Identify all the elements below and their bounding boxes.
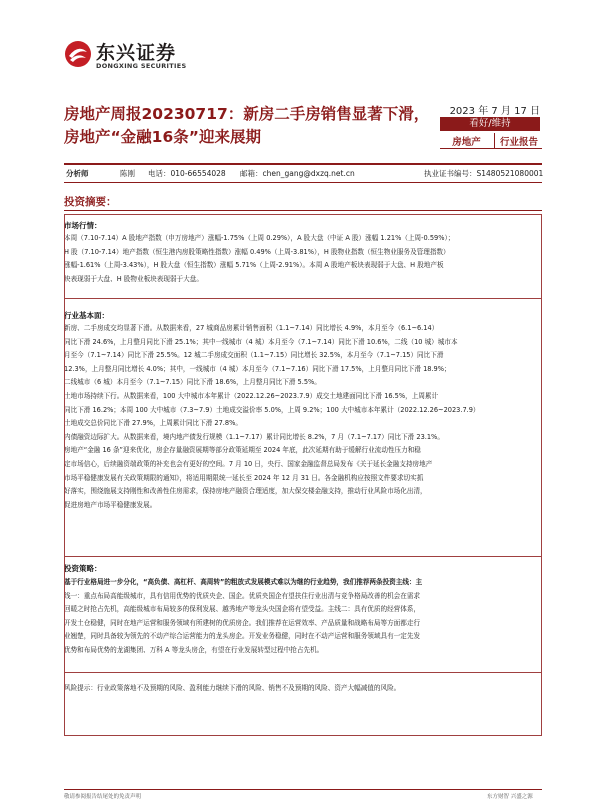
- category-divider: [494, 133, 495, 148]
- text-line: 涨幅-1.61%（上周-3.43%），H 股大盘（恒生指数）涨幅 5.71%（上周-2.91%）。本周 A 股地产板块表现弱于大盘、H 股地产板: [64, 261, 444, 270]
- risk-paragraph: 风险提示：行业政策落地不及预期的风险、盈利能力继续下滑的风险、销售不及预期的风险、资产大幅减值的风险。: [64, 684, 401, 692]
- analyst-name: 陈刚: [120, 169, 135, 178]
- text-line: 线一：重点布局高能级城市，具有信用优势的优质央企、国企。优质央国企有望扶住行业出清与竞争格局改善的机会在需求: [64, 591, 421, 600]
- text-line: 本周（7.10-7.14）A 股地产指数（申万房地产）涨幅-1.75%（上周 0.29%），A 股大盘（中证 A 股）涨幅 1.21%（上周-0.59%）；: [64, 234, 455, 242]
- text-line: 定市场信心，后续融资端政策的补充也会有更好的空间。7 月 10 日，央行、国家金融监督总局发布《关于延长金融支持房地产: [64, 459, 433, 468]
- analyst-email[interactable]: 邮箱：chen_gang@dxzq.net.cn: [240, 169, 355, 178]
- text-line: 房地产“金融 16 条”迎来优化，房企存量融资展期等部分政策延期至 2024 年底，此次延期有助于缓解行业流动性压力和稳: [64, 446, 421, 455]
- market-heading: 市场行情：: [64, 221, 102, 230]
- text-line: 同比下滑 16.2%；本周 100 大中城市（7.3~7.9）土地成交溢价率 5.0%，上周 9.2%；100 大中城市本年累计（2022.12.26~2023.7.9）: [64, 405, 480, 414]
- text-line: 基于行业格局进一步分化，“高负债、高杠杆、高周转”的粗放式发展模式难以为继的行业趋势，我们推荐两条投资主线：主: [64, 578, 423, 586]
- text-line: 12.3%，上月整月同比增长 4.0%；其中，一线城市（4 城）本月至今（7.1~7.16）同比下滑 17.5%，上月整月同比下滑 18.9%；: [64, 364, 451, 373]
- brand-name-en: DONGXING SECURITIES: [96, 62, 187, 70]
- text-line: 二线城市（6 城）本月至今（7.1~7.15）同比下滑 18.6%，上月整月同比下滑 5.5%。: [64, 378, 321, 387]
- text-line: 回暖之时抢占先机，高能级城市布局较多的保利发展、越秀地产等龙头央国企将有望受益。主线二：具有优质的经营体系，: [64, 605, 421, 614]
- text-line: 月至今（7.1~7.14）同比下滑 25.5%。12 城二手房成交面积（1.1~7.15）同比增长 32.5%，本月至今（7.1~7.15）同比下滑: [64, 351, 444, 360]
- strategy-heading: 投资策略：: [64, 564, 102, 573]
- report-date: 2023 年 7 月 17 日: [449, 106, 540, 117]
- text-line: 市场平稳健康发展有关政策期限的通知》，将适用期限统一延长至 2024 年 12 月 31 日。各金融机构应按照文件要求切实抓: [64, 473, 424, 482]
- brand-logo-icon: [64, 40, 92, 68]
- brand-name: 东兴证券: [96, 42, 177, 64]
- text-line: 内债融资边际扩大。从数据来看，境内地产债发行规模（1.1~7.17）累计同比增长 8.2%，7 月（7.1~7.17）同比下滑 23.1%。: [64, 432, 444, 441]
- text-line: 好落实，围绕施展支持刚性和改善性住房需求，保持房地产融资合理适度，加大保交楼金融支持，推动行业风险市场化出清，: [64, 487, 427, 496]
- category-type: 行业报告: [499, 137, 538, 148]
- text-line: 同比下滑 24.6%，上月整月同比下滑 25.1%；其中一线城市（4 城）本月至今（7.1~7.14）同比下滑 10.6%，二线（10 城）城市本: [64, 337, 458, 346]
- text-line: 新房、二手房成交均显著下滑。从数据来看，27 城商品房累计销售面积（1.1~7.14）同比增长 4.9%，本月至今（6.1~6.14）: [64, 324, 439, 332]
- footer-slogan: 东方财智 兴盛之源: [487, 794, 533, 800]
- fundamentals-heading: 行业基本面：: [64, 311, 109, 320]
- footer-divider: [64, 789, 542, 790]
- analyst-label: 分析师: [66, 169, 89, 178]
- text-line: 促进房地产市场平稳健康发展。: [64, 500, 157, 509]
- report-title: 房地产周报20230717：新房二手房销售显著下滑，房地产“金融16条”迎来展期: [64, 105, 430, 146]
- text-line: 业翘楚，同时具备较为领先的不动产综合运营能力的龙头房企。开发业务稳健，同时在不动产运营和服务领域具有一定先发: [64, 632, 421, 641]
- text-line: 土地市场持续下行。从数据来看，100 大中城市本年累计（2022.12.26~2023.7.9）成交土地建面同比下滑 16.5%，上周累计: [64, 391, 439, 400]
- abstract-frame: [64, 214, 542, 736]
- text-line: 块表现弱于大盘、H 股物业板块表现弱于大盘。: [64, 274, 203, 283]
- analyst-phone: 电话：010-66554028: [148, 169, 226, 178]
- text-line: 优势和布局优势的龙湖集团、万科 A 等龙头房企，有望在行业发展转型过程中抢占先机。: [64, 645, 324, 654]
- text-line: H 股（7.10-7.14）地产指数（恒生港内房股策略性指数）涨幅 0.49%（上周-3.81%），H 股物业指数（恒生物业服务及管理指数）: [64, 247, 450, 256]
- analyst-license: 执业证书编号：S1480521080001: [424, 169, 544, 178]
- category-industry: 房地产: [452, 137, 481, 148]
- text-line: 开发土仓稳健，同时在地产运营和服务领域有所建树的优质房企。我们推荐在运营效率、产品质量和战略布局等方面都走行: [64, 618, 421, 627]
- rating-badge: 看好/维持: [440, 117, 540, 131]
- abstract-divider: [64, 210, 542, 211]
- category-underline: [440, 148, 542, 149]
- footer-disclaimer: 敬请参阅报告结尾处的免责声明: [64, 794, 142, 800]
- abstract-heading: 投资摘要：: [64, 196, 117, 208]
- text-line: 土地成交总价同比下滑 27.9%，上周累计同比下滑 27.8%。: [64, 419, 242, 428]
